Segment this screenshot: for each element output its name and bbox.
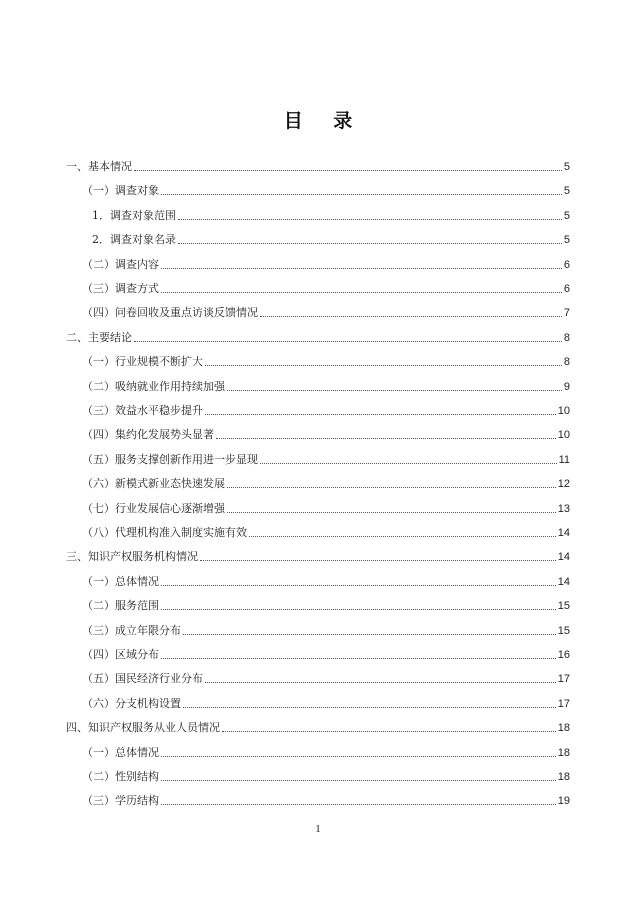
dot-leader <box>161 268 562 269</box>
dot-leader <box>205 414 556 415</box>
toc-entry-page: 5 <box>563 234 570 247</box>
toc-entry[interactable] <box>82 744 570 760</box>
dot-leader <box>161 780 556 781</box>
toc-entry-label: （三）调查方式 <box>82 282 159 295</box>
toc-entry[interactable] <box>66 719 570 735</box>
toc-entry-page: 10 <box>557 429 570 442</box>
toc-entry-page: 14 <box>557 575 570 588</box>
toc-entry[interactable] <box>82 573 570 589</box>
toc-entry-label: （一）总体情况 <box>82 745 159 759</box>
dot-leader <box>200 560 556 561</box>
dot-leader <box>134 170 562 171</box>
dot-leader <box>183 634 556 635</box>
toc-entry[interactable] <box>82 402 570 418</box>
toc-entry[interactable] <box>82 182 570 198</box>
toc-entry-label: （二）服务范围 <box>82 599 159 613</box>
toc-entry-page: 11 <box>558 453 570 466</box>
dot-leader <box>161 804 556 805</box>
toc-entry-page: 6 <box>563 283 570 295</box>
dot-leader <box>222 731 556 732</box>
toc-entry-page: 19 <box>557 795 570 808</box>
toc-entry-label: 一、基本情况 <box>66 160 132 173</box>
toc-entry-page: 17 <box>557 673 570 686</box>
dot-leader <box>161 756 556 757</box>
toc-entry-page: 17 <box>557 697 570 710</box>
toc-entry[interactable] <box>82 280 570 296</box>
toc-entry-label: （一）行业规模不断扩大 <box>82 355 203 369</box>
toc-entry-label: 二、主要结论 <box>66 330 132 344</box>
toc-entry-page: 5 <box>563 185 570 198</box>
toc-entry-page: 5 <box>563 209 570 222</box>
toc-entry[interactable] <box>92 207 570 223</box>
page-number: 1 <box>315 823 321 835</box>
toc-entry[interactable] <box>82 353 570 369</box>
toc-entry-page: 15 <box>557 624 570 637</box>
toc-entry-label: （三）学历结构 <box>82 794 159 808</box>
toc-entry[interactable] <box>82 622 570 638</box>
dot-leader <box>161 658 556 659</box>
toc-entry-label: （五）服务支撑创新作用进一步显现 <box>82 452 258 466</box>
dot-leader <box>161 292 562 293</box>
dot-leader <box>227 390 562 391</box>
toc-entry[interactable] <box>82 670 570 686</box>
toc-entry-page: 18 <box>557 771 570 783</box>
toc-entry-page: 14 <box>557 527 570 539</box>
dot-leader <box>216 438 556 439</box>
toc-entry-page: 18 <box>557 722 570 735</box>
toc-entry-label: （四）集约化发展势头显著 <box>82 428 214 442</box>
toc-entry-label: （三）效益水平稳步提升 <box>82 404 203 417</box>
toc-entry-page: 8 <box>563 356 570 369</box>
toc-entry-label: 1．调查对象范围 <box>92 208 176 222</box>
toc-entry-label: （一）调查对象 <box>82 184 159 198</box>
dot-leader <box>183 707 556 708</box>
toc-entry-label: （一）总体情况 <box>82 574 159 588</box>
toc-entry[interactable] <box>66 329 570 345</box>
dot-leader <box>249 536 556 537</box>
dot-leader <box>178 243 562 244</box>
dot-leader <box>205 682 556 683</box>
toc-entry-label: （二）性别结构 <box>82 770 159 783</box>
toc-entry-label: （六）新模式新业态快速发展 <box>82 477 225 491</box>
toc-entry-page: 16 <box>557 649 570 661</box>
toc-entry[interactable] <box>82 768 570 784</box>
toc-entry-page: 15 <box>557 600 570 613</box>
toc-entry-label: （六）分支机构设置 <box>82 696 181 710</box>
toc-entry[interactable] <box>82 524 570 540</box>
toc-entry-page: 14 <box>557 551 570 564</box>
toc-entry[interactable] <box>82 646 570 662</box>
dot-leader <box>205 365 562 366</box>
toc-entry-page: 7 <box>563 307 570 320</box>
toc-entry-page: 10 <box>557 405 570 417</box>
dot-leader <box>260 463 557 464</box>
dot-leader <box>227 487 556 488</box>
toc-entry[interactable] <box>82 304 570 320</box>
dot-leader <box>227 512 556 513</box>
toc-entry-label: （二）吸纳就业作用持续加强 <box>82 379 225 393</box>
toc-entry-page: 13 <box>557 502 570 515</box>
dot-leader <box>178 219 562 220</box>
toc-entry-label: （五）国民经济行业分布 <box>82 672 203 686</box>
dot-leader <box>260 316 562 317</box>
toc-entry[interactable] <box>82 695 570 711</box>
dot-leader <box>161 609 556 610</box>
toc-entry[interactable] <box>66 158 570 174</box>
toc-entry-label: 三、知识产权服务机构情况 <box>66 550 198 564</box>
toc-entry-label: （四）问卷回收及重点访谈反馈情况 <box>82 306 258 320</box>
toc-entry-label: 2．调查对象名录 <box>92 233 176 247</box>
toc-entry-page: 5 <box>563 161 570 173</box>
toc-entry[interactable] <box>82 597 570 613</box>
toc-entry[interactable] <box>82 792 570 808</box>
toc-entry[interactable] <box>82 378 570 394</box>
toc-entry-label: （三）成立年限分布 <box>82 623 181 637</box>
toc-entry-page: 18 <box>557 746 570 759</box>
toc-entry-label: （二）调查内容 <box>82 257 159 271</box>
toc-entry-label: （八）代理机构准入制度实施有效 <box>82 526 247 539</box>
toc-entry[interactable] <box>82 426 570 442</box>
toc-entry[interactable] <box>66 548 570 564</box>
toc-entry[interactable] <box>82 256 570 272</box>
dot-leader <box>161 194 562 195</box>
toc-entry[interactable] <box>82 475 570 491</box>
toc-entry-page: 6 <box>563 258 570 271</box>
toc-entry-label: 四、知识产权服务从业人员情况 <box>66 721 220 735</box>
dot-leader <box>161 585 556 586</box>
toc-entry-page: 12 <box>557 478 570 491</box>
dot-leader <box>134 341 562 342</box>
page-title: 目 录 <box>283 110 365 132</box>
toc-entry-label: （四）区域分布 <box>82 648 159 661</box>
toc-entry[interactable] <box>82 451 570 467</box>
toc-entry[interactable] <box>82 500 570 516</box>
toc-entry-page: 9 <box>563 380 570 393</box>
toc-entry-label: （七）行业发展信心逐渐增强 <box>82 501 225 515</box>
toc-entry[interactable] <box>92 231 570 247</box>
toc-entry-page: 8 <box>563 331 570 344</box>
